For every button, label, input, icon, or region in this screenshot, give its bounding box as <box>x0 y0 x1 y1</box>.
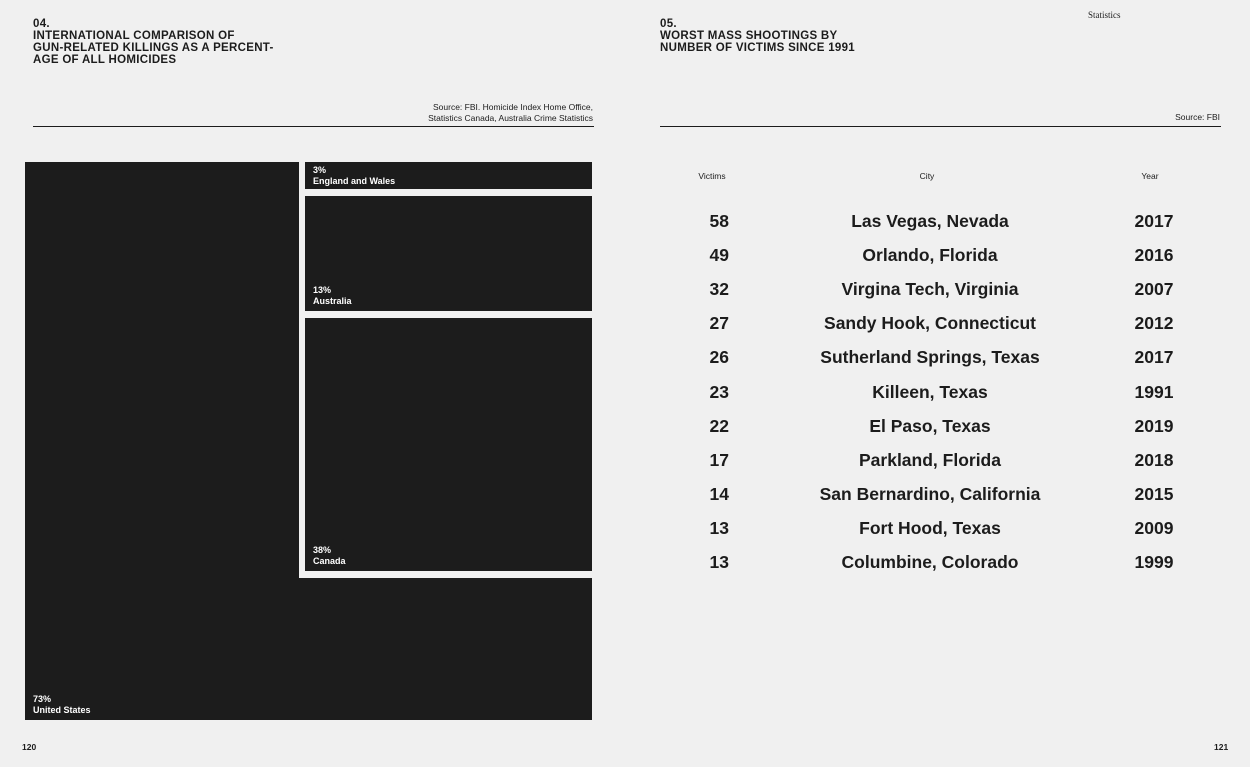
table-row <box>0 347 1250 369</box>
source-right: Source: FBI <box>1175 112 1220 122</box>
cell-city: Las Vegas, Nevada <box>851 211 1009 231</box>
section-title-right: WORST MASS SHOOTINGS BY NUMBER OF VICTIMS SINCE 1991 <box>660 30 855 54</box>
cell-victims: 58 <box>709 211 729 231</box>
cell-city: San Bernardino, California <box>819 484 1041 504</box>
cell-victims: 32 <box>709 279 729 299</box>
treemap-name-australia: Australia <box>313 295 352 306</box>
cell-victims: 23 <box>709 382 729 402</box>
section-number-right: 05. <box>660 18 677 30</box>
cell-victims: 26 <box>709 347 729 367</box>
running-head: Statistics <box>1088 10 1121 20</box>
cell-victims: 49 <box>709 245 729 265</box>
cell-city: Killeen, Texas <box>872 382 988 402</box>
column-header-victims: Victims <box>698 171 726 181</box>
treemap-name-canada: Canada <box>313 555 346 566</box>
cell-year: 2016 <box>1134 245 1174 265</box>
treemap-value-canada: 38% <box>313 545 332 555</box>
folio-left: 120 <box>22 742 37 752</box>
cell-victims: 22 <box>709 416 729 436</box>
cell-victims: 13 <box>709 518 729 538</box>
treemap-name-united-states: United States <box>33 704 91 715</box>
cell-city: Virgina Tech, Virginia <box>841 279 1019 299</box>
source-left: Source: FBI. Homicide Index Home Office, Statistics Canada, Australia Crime Statistics <box>428 102 593 123</box>
cell-city: Orlando, Florida <box>862 245 998 265</box>
cell-victims: 14 <box>709 484 729 504</box>
table-row <box>0 279 1250 301</box>
cell-year: 1999 <box>1134 552 1174 572</box>
cell-city: Columbine, Colorado <box>841 552 1019 572</box>
table-row <box>0 313 1250 335</box>
table-row <box>0 416 1250 438</box>
cell-city: El Paso, Texas <box>869 416 991 436</box>
treemap-value-united-states: 73% <box>33 694 52 704</box>
cell-year: 2007 <box>1134 279 1174 299</box>
table-row <box>0 518 1250 540</box>
cell-year: 1991 <box>1134 382 1174 402</box>
cell-year: 2015 <box>1134 484 1174 504</box>
folio-right: 121 <box>1214 742 1229 752</box>
cell-victims: 13 <box>709 552 729 572</box>
cell-victims: 17 <box>709 450 729 470</box>
section-number-left: 04. <box>33 18 50 30</box>
cell-victims: 27 <box>709 313 729 333</box>
table-row <box>0 245 1250 267</box>
section-title-left: INTERNATIONAL COMPARISON OF GUN-RELATED KILLINGS AS A PERCENT- AGE OF ALL HOMICIDES <box>33 30 274 66</box>
cell-year: 2017 <box>1134 211 1174 231</box>
cell-year: 2009 <box>1134 518 1174 538</box>
cell-city: Sandy Hook, Connecticut <box>824 313 1036 333</box>
table-row <box>0 450 1250 472</box>
treemap-value-australia: 13% <box>313 285 332 295</box>
table-row <box>0 211 1250 233</box>
column-header-year: Year <box>1141 171 1159 181</box>
cell-city: Sutherland Springs, Texas <box>820 347 1040 367</box>
cell-year: 2017 <box>1134 347 1174 367</box>
treemap-name-england-and-wales: England and Wales <box>313 175 396 186</box>
cell-year: 2019 <box>1134 416 1174 436</box>
treemap-value-england-and-wales: 3% <box>313 165 327 175</box>
cell-year: 2012 <box>1134 313 1174 333</box>
cell-city: Fort Hood, Texas <box>859 518 1001 538</box>
table-row <box>0 382 1250 404</box>
cell-year: 2018 <box>1134 450 1174 470</box>
table-row <box>0 484 1250 506</box>
cell-city: Parkland, Florida <box>859 450 1001 470</box>
table-row <box>0 552 1250 574</box>
column-header-city: City <box>919 171 935 181</box>
